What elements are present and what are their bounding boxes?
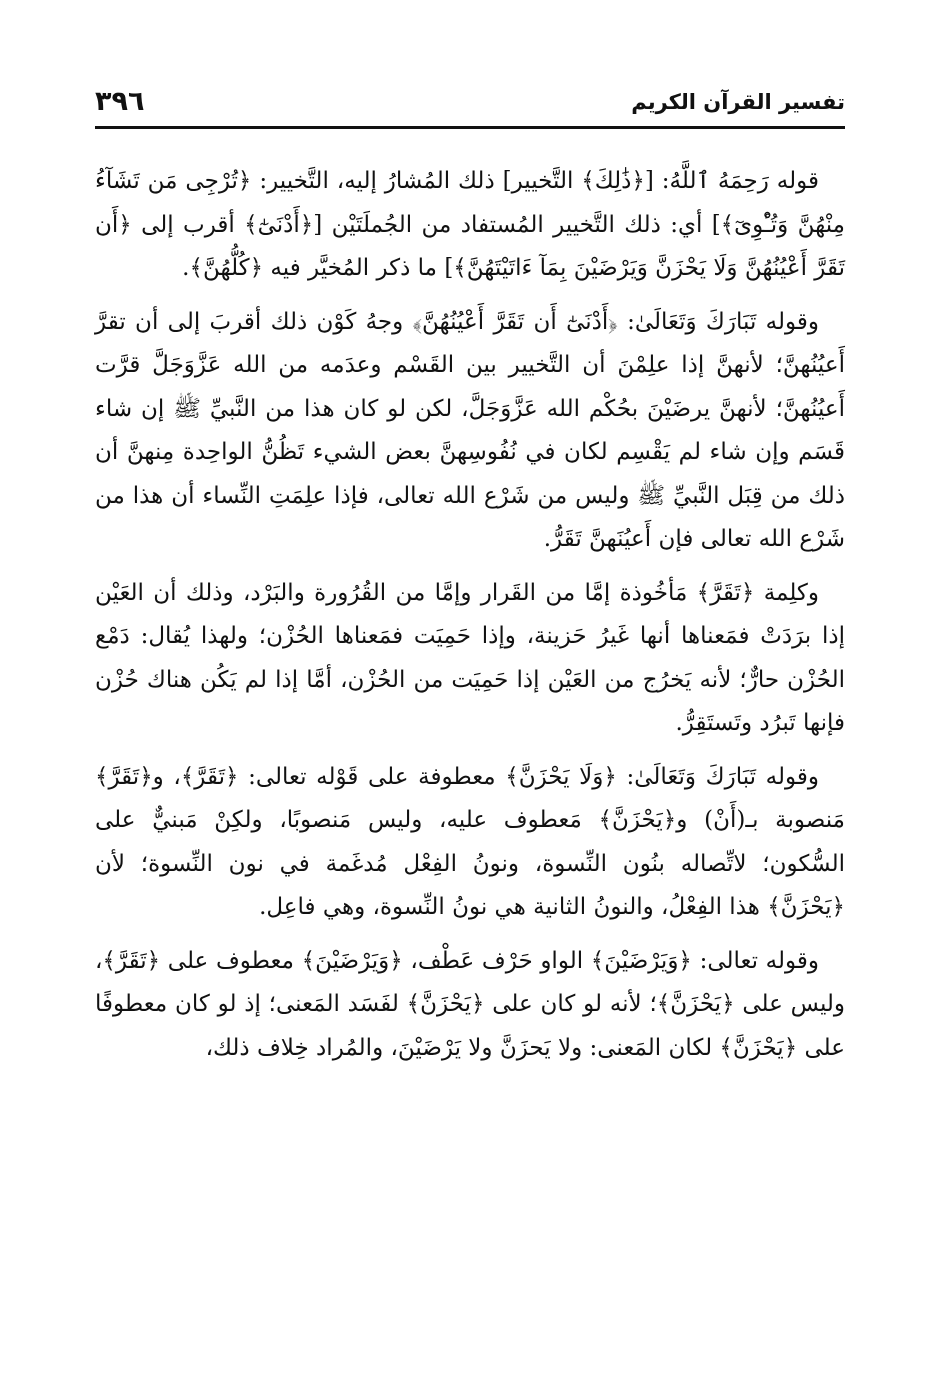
paragraph-4: وقوله تَبَارَكَ وَتَعَالَىٰ: ﴿وَلَا يَحْزَنَّ﴾ معطوفة على قَوْله تعالى: ﴿تَقَرَّ﴾، و﴿تَقَرَّ﴾ مَنصوبة بـ(أَنْ) و﴿يَحْزَنَّ﴾ مَعطوف عليه، وليس مَنصوبًا، ولكِنْ مَبنيٌّ على السُّكون؛ لاتِّصاله بنُون النِّسوة، ونونُ الفِعْل مُدغَمة في نون النِّسوة؛ لأن ﴿يَحْزَنَّ﴾ هذا الفِعْلُ، والنونُ الثانية هي نونُ النِّسوة، وهي فاعِل. — [95, 763, 845, 920]
paragraph-3: وكلِمة ﴿تَقَرَّ﴾ مَأخُوذة إمَّا من القَرار وإمَّا من القُرُورة والبَرْد، وذلك أن العَيْن إذا برَدَتْ فمَعناها أنها غَيرُ حَزينة، وإذا حَمِيَت فمَعناها الحُزْن؛ ولهذا يُقال: دَمْع الحُزْن حارٌّ؛ لأنه يَخرُج من العَيْن إذا حَمِيَت من الحُزْن، أمَّا إذا لم يَكُن هناك حُزْن فإنها تَبرُد وتَستَقِرُّ. — [95, 579, 845, 736]
paragraph-1: قوله رَحِمَهُ ٱللَّهُ: [﴿ذَٰلِكَ﴾ التَّخيير] ذلك المُشارُ إليه، التَّخيير: ﴿تُرْجِى مَن تَشَآءُ مِنْهُنَّ وَتُـْٔوِىٓ﴾] أي: ذلك التَّخيير المُستفاد من الجُملَتَيْن [﴿أَدْنَىٰٓ﴾ أقرب إلى ﴿أَن تَقَرَّ أَعْيُنُهُنَّ وَلَا يَحْزَنَّ وَيَرْضَيْنَ بِمَآ ءَاتَيْتَهُنَّ﴾] ما ذكر المُخيَّر فيه ﴿كُلُّهُنَّ﴾. — [95, 168, 845, 281]
paragraph-2: وقوله تَبَارَكَ وَتَعَالَىٰ: ﴿أَدْنَىٰٓ أَن تَقَرَّ أَعْيُنُهُنَّ﴾ وجهُ كَوْن ذلك أقربَ إلى أن تقرَّ أَعيُنُهنَّ؛ لأنهنَّ إذا علِمْنَ أن التَّخيير بين القَسْم وعدَمه من الله عَزَّوَجَلَّ قرَّت أَعيُنُهنَّ؛ لأنهنَّ يرضَيْنَ بحُكْم الله عَزَّوَجَلَّ، لكن لو كان هذا من النَّبيِّ ﷺ إن شاء قَسَم وإن شاء لم يَقْسِم لكان في نُفُوسِهنَّ بعض الشيء تَظُنُّ الواحِدة مِنهنَّ أن ذلك من قِبَل النَّبيِّ ﷺ وليس من شَرْع الله تعالى، فإذا علِمَتِ النِّساء أن هذا من شَرْع الله تعالى فإن أَعيُنَهنَّ تَقَرُّ. — [95, 308, 845, 552]
header-divider — [95, 126, 845, 129]
page-number: ٣٩٦ — [95, 86, 145, 117]
page-header — [95, 86, 845, 124]
page-body — [95, 160, 845, 1080]
book-title: تفسير القرآن الكريم — [631, 90, 845, 114]
paragraph-5: وقوله تعالى: ﴿وَيَرْضَيْنَ﴾ الواو حَرْف عَطْف، ﴿وَيَرْضَيْنَ﴾ معطوف على ﴿تَقَرَّ﴾، وليس على ﴿يَحْزَنَّ﴾؛ لأنه لو كان على ﴿يَحْزَنَّ﴾ لفَسَد المَعنى؛ إذ لو كان معطوفًا على ﴿يَحْزَنَّ﴾ لكان المَعنى: ولا يَحزَنَّ ولا يَرْضَيْنَ، والمُراد خِلاف ذلك، — [95, 947, 845, 1061]
